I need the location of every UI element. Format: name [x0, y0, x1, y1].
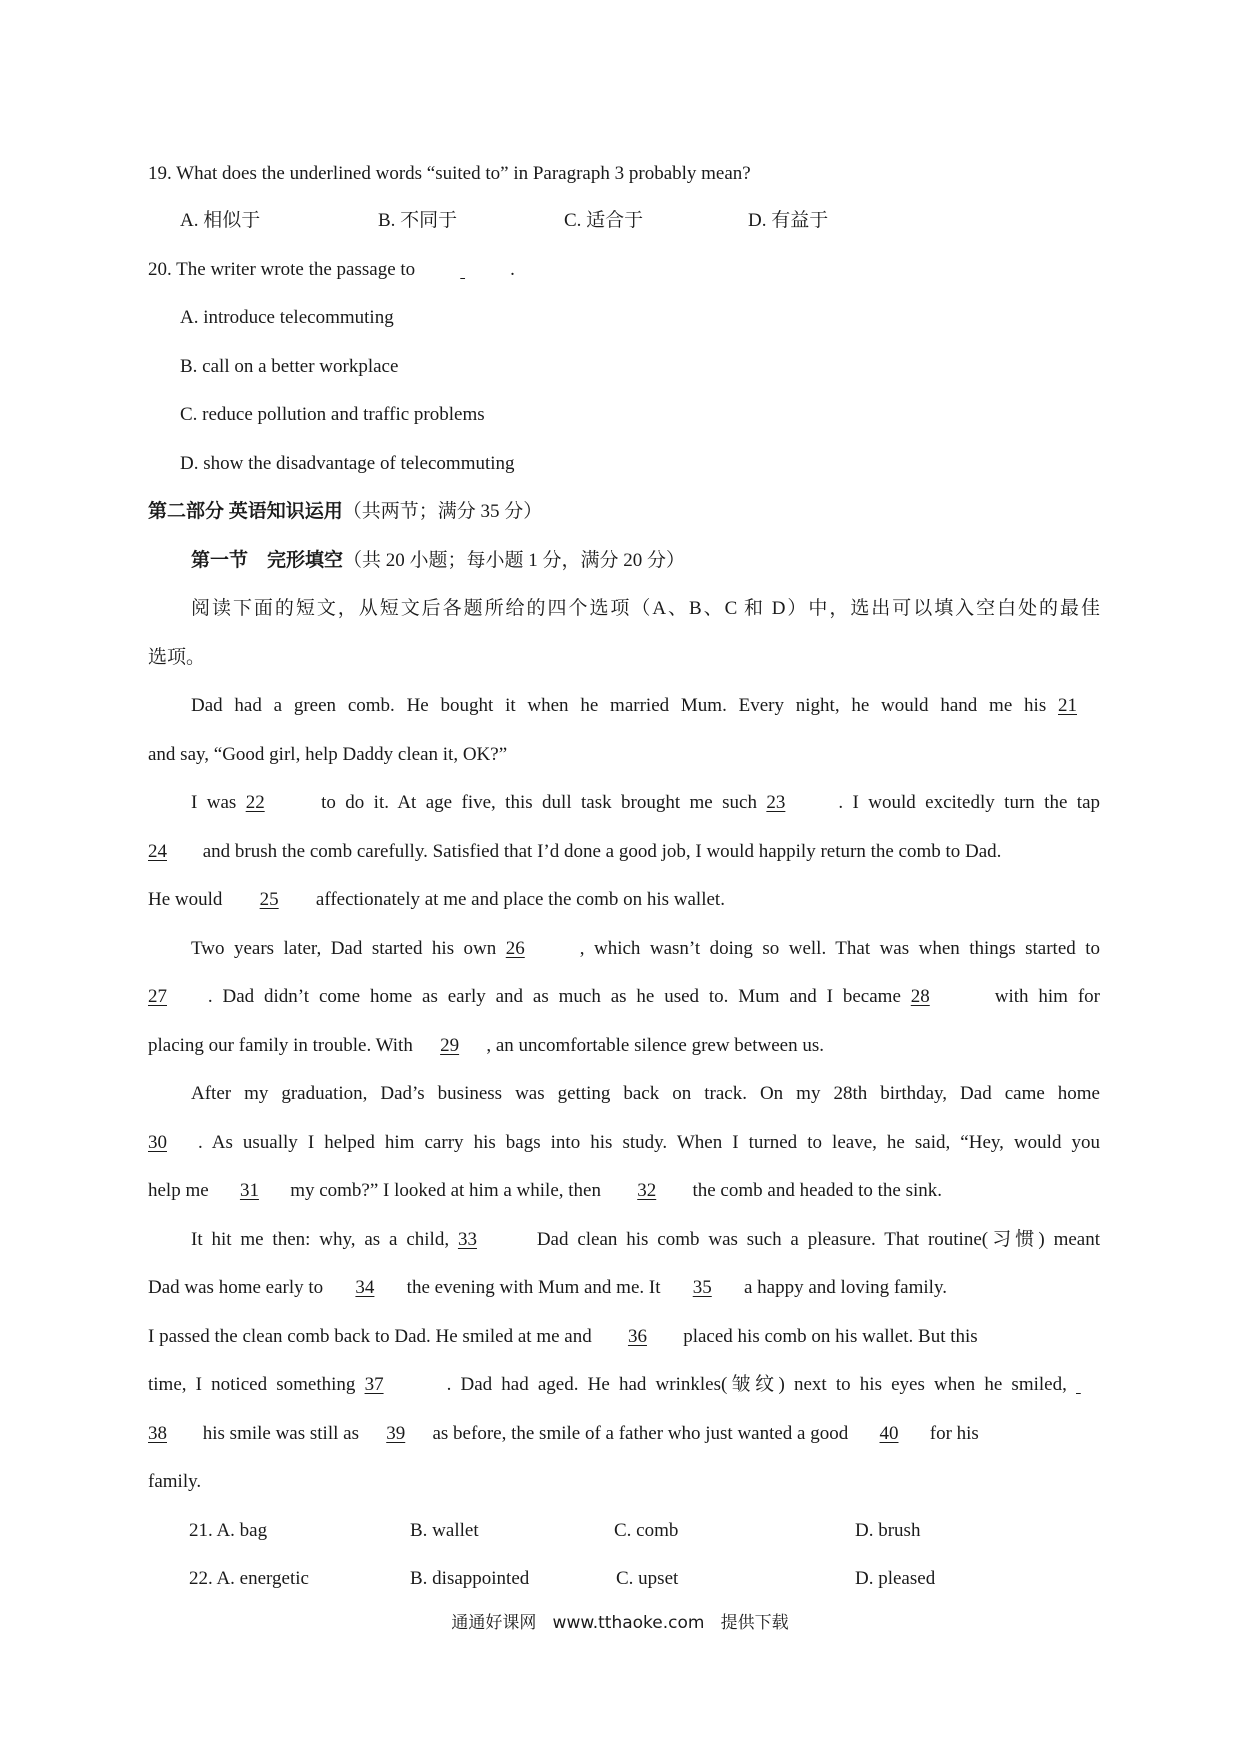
passage-line: Dad had a green comb. He bought it when he married Mum. Every night, he would hand me his 21	[191, 691, 1100, 721]
q20-stem-end: .	[510, 259, 515, 280]
page-footer: 通通好课网 www.tthaoke.com 提供下载	[451, 1613, 789, 1633]
blank-38: 38	[148, 1423, 167, 1444]
blank-38-start	[1076, 1370, 1100, 1400]
q19-option-a: A. 相似于	[180, 210, 261, 231]
passage-line: 30 . As usually I helped him carry his bags into his study. When I turned to leave, he said, “Hey, would you	[148, 1128, 1100, 1158]
passage-line: It hit me then: why, as a child, 33 Dad clean his comb was such a pleasure. That routine(习惯) meant	[191, 1225, 1100, 1255]
section-1-score: （共 20 小题；每小题 1 分，满分 20 分）	[343, 550, 686, 571]
blank-29: 29	[440, 1035, 460, 1056]
question-19-stem: 19. What does the underlined words “suited to” in Paragraph 3 probably mean?	[148, 163, 751, 184]
section-1-title: 第一节 完形填空	[191, 550, 344, 571]
blank-34: 34	[355, 1277, 375, 1298]
q19-option-d: D. 有益于	[748, 210, 829, 231]
section-1-heading	[191, 546, 1100, 576]
blank-22: 22	[245, 792, 265, 813]
instruction-line-1: 阅读下面的短文，从短文后各题所给的四个选项（A、B、C 和 D）中，选出可以填入空白处的最佳	[191, 598, 1100, 619]
q22-option-b: B. disappointed	[410, 1568, 530, 1589]
q20-option-d: D. show the disadvantage of telecommuting	[180, 453, 515, 474]
passage-line: and say, “Good girl, help Daddy clean it, OK?”	[148, 744, 508, 765]
blank-24: 24	[148, 841, 167, 862]
q20-option-a: A. introduce telecommuting	[180, 307, 394, 328]
blank-36: 36	[627, 1326, 647, 1347]
blank-39: 39	[386, 1423, 406, 1444]
blank-30: 30	[148, 1132, 167, 1153]
blank-27: 27	[148, 986, 167, 1007]
question-20-stem	[148, 255, 1100, 285]
q20-option-c: C. reduce pollution and traffic problems	[180, 404, 485, 425]
q21-option-d: D. brush	[855, 1520, 921, 1541]
q20-answer-blank	[415, 255, 510, 285]
passage-line: I passed the clean comb back to Dad. He smiled at me and 36 placed his comb on his wallet. But this	[148, 1322, 1100, 1352]
q20-option-b: B. call on a better workplace	[180, 356, 399, 377]
blank-21: 21	[1058, 695, 1077, 716]
blank-32: 32	[637, 1180, 657, 1201]
q19-option-c: C. 适合于	[564, 210, 644, 231]
blank-25: 25	[259, 889, 279, 910]
blank-35: 35	[692, 1277, 712, 1298]
blank-26: 26	[505, 938, 525, 959]
passage-line: time, I noticed something 37 . Dad had aged. He had wrinkles(皱纹) next to his eyes when he smiled,	[148, 1370, 1100, 1400]
passage-line: Dad was home early to 34 the evening with Mum and me. It 35 a happy and loving family.	[148, 1273, 1100, 1303]
q22-option-c: C. upset	[616, 1568, 679, 1589]
instruction-line-2: 选项。	[148, 647, 206, 668]
q21-option-c: C. comb	[614, 1520, 679, 1541]
blank-31: 31	[239, 1180, 259, 1201]
passage-line: 38 his smile was still as 39 as before, the smile of a father who just wanted a good 40 for his	[148, 1419, 1100, 1449]
q22-option-d: D. pleased	[855, 1568, 936, 1589]
q19-option-b: B. 不同于	[378, 210, 458, 231]
passage-line: I was 22 to do it. At age five, this dull task brought me such 23 . I would excitedly turn the tap	[191, 788, 1100, 818]
blank-33: 33	[457, 1229, 477, 1250]
passage-line: After my graduation, Dad’s business was getting back on track. On my 28th birthday, Dad came home	[191, 1083, 1100, 1104]
blank-28: 28	[910, 986, 930, 1007]
passage-line: Two years later, Dad started his own 26 , which wasn’t doing so well. That was when things started to	[191, 934, 1100, 964]
q21-option-a: 21. A. bag	[189, 1520, 268, 1541]
part-2-title: 第二部分 英语知识运用	[148, 501, 343, 522]
passage-line: 27 . Dad didn’t come home as early and as much as he used to. Mum and I became 28 with him for	[148, 982, 1100, 1012]
part-2-heading	[148, 497, 1100, 527]
q20-stem-text: 20. The writer wrote the passage to	[148, 259, 416, 280]
passage-line: 24 and brush the comb carefully. Satisfied that I’d done a good job, I would happily return the comb to Dad.	[148, 837, 1100, 867]
blank-23: 23	[766, 792, 786, 813]
q22-option-a: 22. A. energetic	[189, 1568, 309, 1589]
part-2-score: （共两节；满分 35 分）	[342, 501, 543, 522]
blank-40: 40	[879, 1423, 899, 1444]
passage-line: help me 31 my comb?” I looked at him a while, then 32 the comb and headed to the sink.	[148, 1176, 1100, 1206]
passage-line: placing our family in trouble. With 29 , an uncomfortable silence grew between us.	[148, 1031, 1100, 1061]
passage-line: family.	[148, 1471, 202, 1492]
blank-37: 37	[364, 1374, 384, 1395]
q21-option-b: B. wallet	[410, 1520, 479, 1541]
passage-line: He would 25 affectionately at me and place the comb on his wallet.	[148, 885, 1100, 915]
